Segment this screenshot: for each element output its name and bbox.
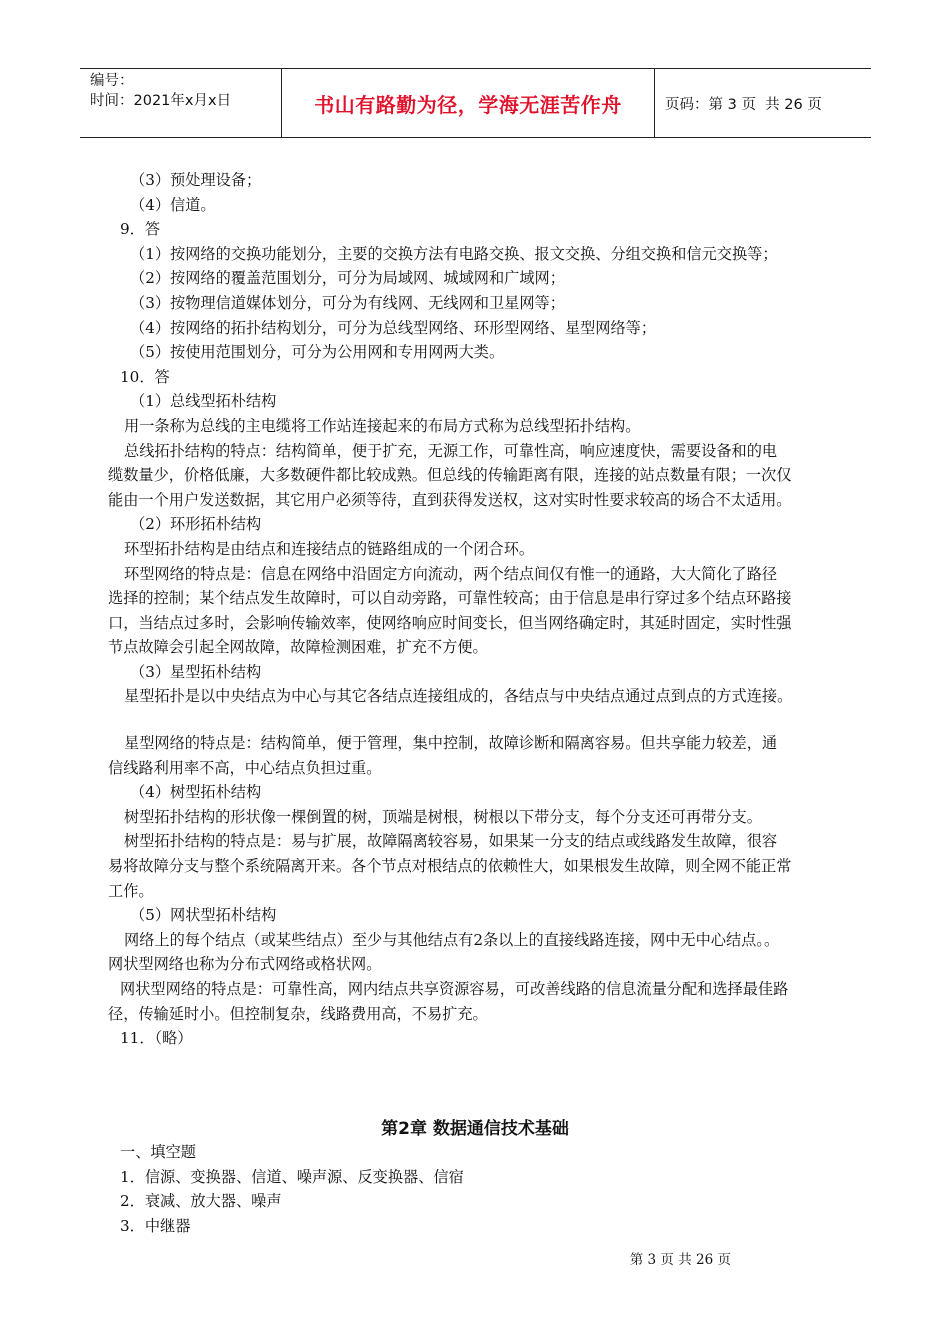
body-line: 9．答 (120, 220, 161, 239)
body-line: 星型拓扑是以中央结点为中心与其它各结点连接组成的，各结点与中央结点通过点到点的方式连接。 (124, 687, 793, 706)
body-line: 树型拓扑结构的特点是：易与扩展，故障隔离较容易，如果某一分支的结点或线路发生故障，很容 (124, 832, 778, 851)
spacer (100, 709, 870, 731)
body-line: 11．（略） (120, 1029, 193, 1048)
body-line: 径，传输延时小。但控制复杂，线路费用高，不易扩充。 (108, 1004, 488, 1023)
body-line: （1）按网络的交换功能划分，主要的交换方法有电路交换、报文交换、分组交换和信元交换等； (130, 244, 778, 263)
body-line: （1）总线型拓朴结构 (130, 392, 277, 411)
body-line: 工作。 (108, 881, 154, 900)
chapter-title: 第2章 数据通信技术基础 (381, 1119, 569, 1139)
body-line: 环型拓扑结构是由结点和连接结点的链路组成的一个闭合环。 (124, 539, 535, 558)
body-line: 选择的控制；某个结点发生故障时，可以自动旁路，可靠性较高；由于信息是串行穿过多个结点环路接 (108, 589, 792, 608)
chapter-line: 2．衰减、放大器、噪声 (120, 1192, 282, 1211)
body-line: 网络上的每个结点（或某些结点）至少与其他结点有2条以上的直接线路连接，网中无中心结点。。 (124, 930, 780, 949)
page-label: 页码：第 3 页 共 26 页 (665, 96, 822, 113)
body-line: （3）星型拓朴结构 (130, 662, 262, 681)
page-footer: 第 3 页 共 26 页 (629, 1252, 731, 1268)
code-label: 编号： (90, 73, 134, 89)
body-line: 网状型网络也称为分布式网络或格状网。 (108, 955, 382, 974)
body-line: 10．答 (120, 367, 170, 386)
body-line: 树型拓扑结构的形状像一棵倒置的树，顶端是树根，树根以下带分支，每个分支还可再带分支。 (124, 807, 762, 826)
body-line: 缆数量少，价格低廉，大多数硬件都比较成熟。但总线的传输距离有限，连接的站点数量有限；一次仅 (108, 466, 792, 485)
chapter-line: 1．信源、变换器、信道、噪声源、反变换器、信宿 (120, 1167, 464, 1186)
page-header (80, 68, 871, 138)
body-line: （5）按使用范围划分，可分为公用网和专用网两大类。 (130, 343, 505, 362)
body-line: （5）网状型拓朴结构 (130, 906, 277, 925)
body-line: （4）树型拓朴结构 (130, 783, 262, 802)
header-meta (80, 69, 282, 137)
body-line: （4）信道。 (130, 195, 216, 214)
body-line: （3）预处理设备； (130, 171, 262, 189)
document-body (100, 168, 870, 1051)
body-line: 口，当结点过多时，会影响传输效率，使网络响应时间变长，但当网络确定时，其延时固定，实时性强 (108, 613, 792, 632)
body-line: 能由一个用户发送数据，其它用户必须等待，直到获得发送权，这对实时性要求较高的场合不太适用。 (108, 490, 792, 509)
date-label: 时间：2021年x月x日 (90, 93, 232, 109)
body-line: 总线拓扑结构的特点：结构简单，便于扩充，无源工作，可靠性高，响应速度快，需要设备和的电 (124, 441, 778, 460)
body-line: 用一条称为总线的主电缆将工作站连接起来的布局方式称为总线型拓扑结构。 (124, 416, 641, 435)
chapter-line: 一、填空题 (120, 1143, 196, 1161)
body-line: （2）环形拓朴结构 (130, 515, 262, 534)
body-line: 网状型网络的特点是：可靠性高，网内结点共享资源容易，可改善线路的信息流量分配和选择最佳路 (120, 980, 789, 998)
header-page-info (655, 69, 871, 137)
body-line: 星型网络的特点是：结构简单，便于管理，集中控制，故障诊断和隔离容易。但共享能力较差，通 (124, 734, 778, 753)
body-line: 节点故障会引起全网故障，故障检测困难，扩充不方便。 (108, 638, 488, 657)
chapter-line: 3．中继器 (120, 1216, 191, 1235)
chapter-body (120, 1140, 464, 1238)
body-line: 信线路利用率不高，中心结点负担过重。 (108, 758, 382, 777)
body-line: （4）按网络的拓扑结构划分，可分为总线型网络、环形型网络、星型网络等； (130, 318, 657, 337)
header-motto: 书山有路勤为径，学海无涯苦作舟 (282, 69, 655, 137)
body-line: 环型网络的特点是：信息在网络中沿固定方向流动，两个结点间仅有惟一的通路，大大简化了路径 (124, 564, 778, 583)
body-line: 易将故障分支与整个系统隔离开来。各个节点对根结点的依赖性大，如果根发生故障，则全网不能正常 (108, 857, 792, 876)
body-line: （3）按物理信道媒体划分，可分为有线网、无线网和卫星网等； (130, 293, 565, 312)
body-line: （2）按网络的覆盖范围划分，可分为局域网、城域网和广域网； (130, 269, 565, 288)
